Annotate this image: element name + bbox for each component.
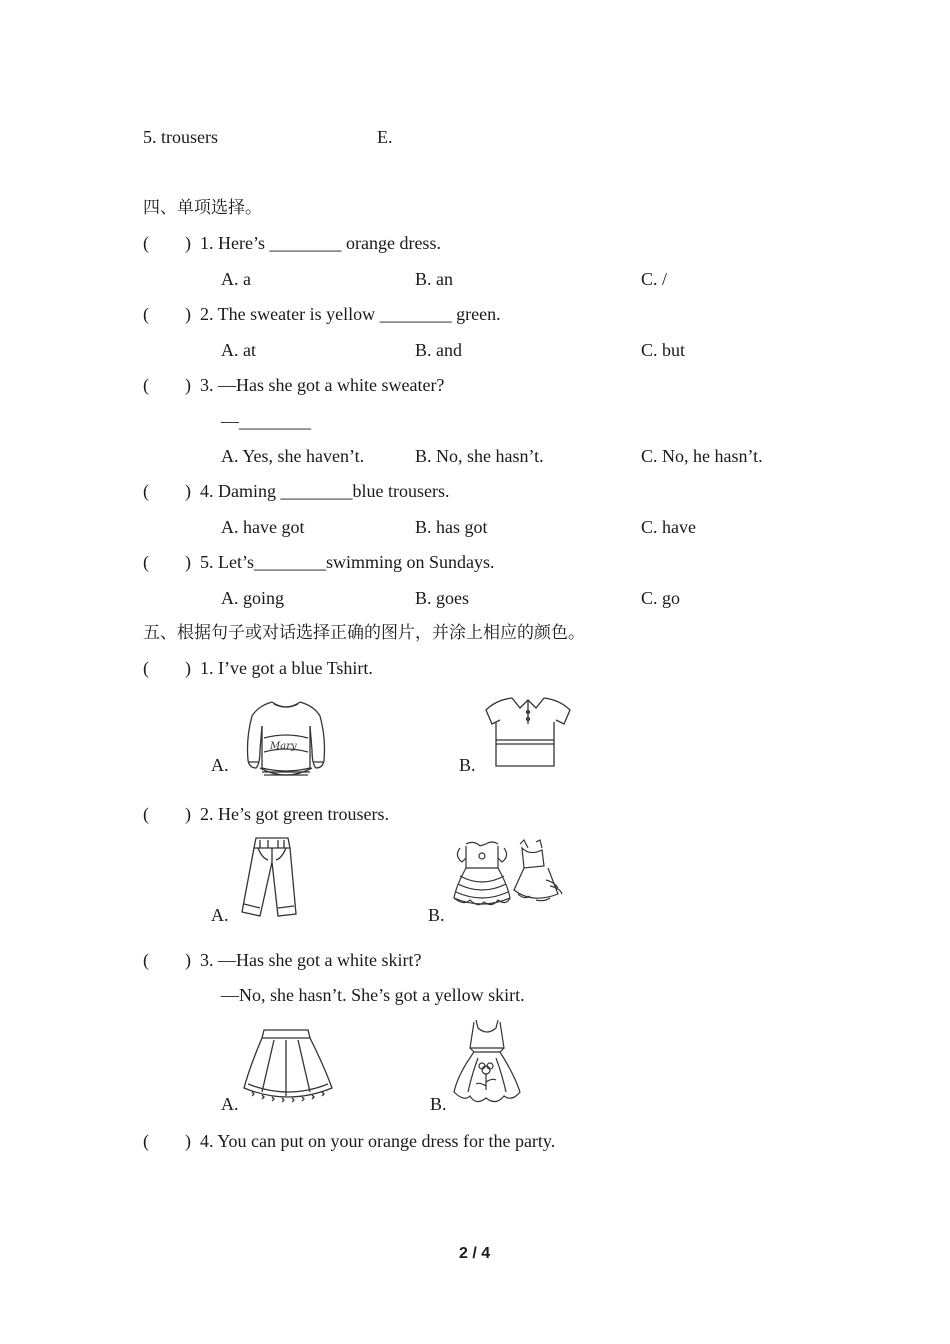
picture-option-b-label: B.	[459, 755, 476, 775]
option-b: B. has got	[415, 517, 488, 537]
answer-line: —________	[221, 411, 311, 431]
answer-paren[interactable]: ( )	[143, 658, 191, 678]
answer-paren[interactable]: ( )	[143, 552, 191, 572]
option-a: A. going	[221, 588, 284, 608]
section5-heading: 五、根据句子或对话选择正确的图片，并涂上相应的颜色。	[143, 623, 585, 643]
question-text: 2. The sweater is yellow ________ green.	[200, 304, 501, 324]
party-dress-picture[interactable]	[452, 1018, 522, 1108]
answer-paren[interactable]: ( )	[143, 1131, 191, 1151]
match-option-e: E.	[377, 127, 393, 147]
option-b: B. and	[415, 340, 462, 360]
answer-paren[interactable]: ( )	[143, 481, 191, 501]
trousers-picture[interactable]	[238, 836, 300, 920]
option-c: C. No, he hasn’t.	[641, 446, 763, 466]
question-text: 3. —Has she got a white sweater?	[200, 375, 445, 395]
section4-heading: 四、单项选择。	[143, 198, 262, 218]
question-text: 1. Here’s ________ orange dress.	[200, 233, 441, 253]
option-a: A. Yes, she haven’t.	[221, 446, 365, 466]
tshirt-picture[interactable]	[482, 694, 574, 770]
option-c: C. go	[641, 588, 681, 608]
option-b: B. goes	[415, 588, 469, 608]
option-b: B. No, she hasn’t.	[415, 446, 544, 466]
answer-paren[interactable]: ( )	[143, 375, 191, 395]
sweater-name-text: Mary	[270, 741, 297, 752]
question-text: 4. Daming ________blue trousers.	[200, 481, 450, 501]
picture-option-a-label: A.	[221, 1094, 239, 1114]
question-text: 4. You can put on your orange dress for the party.	[200, 1131, 556, 1151]
option-a: A. a	[221, 269, 251, 289]
question-text: 2. He’s got green trousers.	[200, 804, 389, 824]
question-text: 3. —Has she got a white skirt?	[200, 950, 422, 970]
page-number: 2 / 4	[459, 1245, 491, 1262]
option-c: C. have	[641, 517, 696, 537]
picture-option-a-label: A.	[211, 905, 229, 925]
answer-paren[interactable]: ( )	[143, 950, 191, 970]
sweater-picture[interactable]	[240, 698, 332, 784]
answer-paren[interactable]: ( )	[143, 233, 191, 253]
option-c: C. /	[641, 269, 668, 289]
option-a: A. have got	[221, 517, 305, 537]
question-text: 1. I’ve got a blue Tshirt.	[200, 658, 373, 678]
option-b: B. an	[415, 269, 453, 289]
dialogue-reply: —No, she hasn’t. She’s got a yellow skirt.	[221, 985, 525, 1005]
question-text: 5. Let’s________swimming on Sundays.	[200, 552, 495, 572]
dresses-picture[interactable]	[450, 838, 566, 918]
option-c: C. but	[641, 340, 686, 360]
answer-paren[interactable]: ( )	[143, 804, 191, 824]
picture-option-b-label: B.	[428, 905, 445, 925]
skirt-picture[interactable]	[242, 1026, 334, 1108]
picture-option-b-label: B.	[430, 1094, 447, 1114]
picture-option-a-label: A.	[211, 755, 229, 775]
answer-paren[interactable]: ( )	[143, 304, 191, 324]
option-a: A. at	[221, 340, 256, 360]
match-item-5: 5. trousers	[143, 127, 218, 147]
